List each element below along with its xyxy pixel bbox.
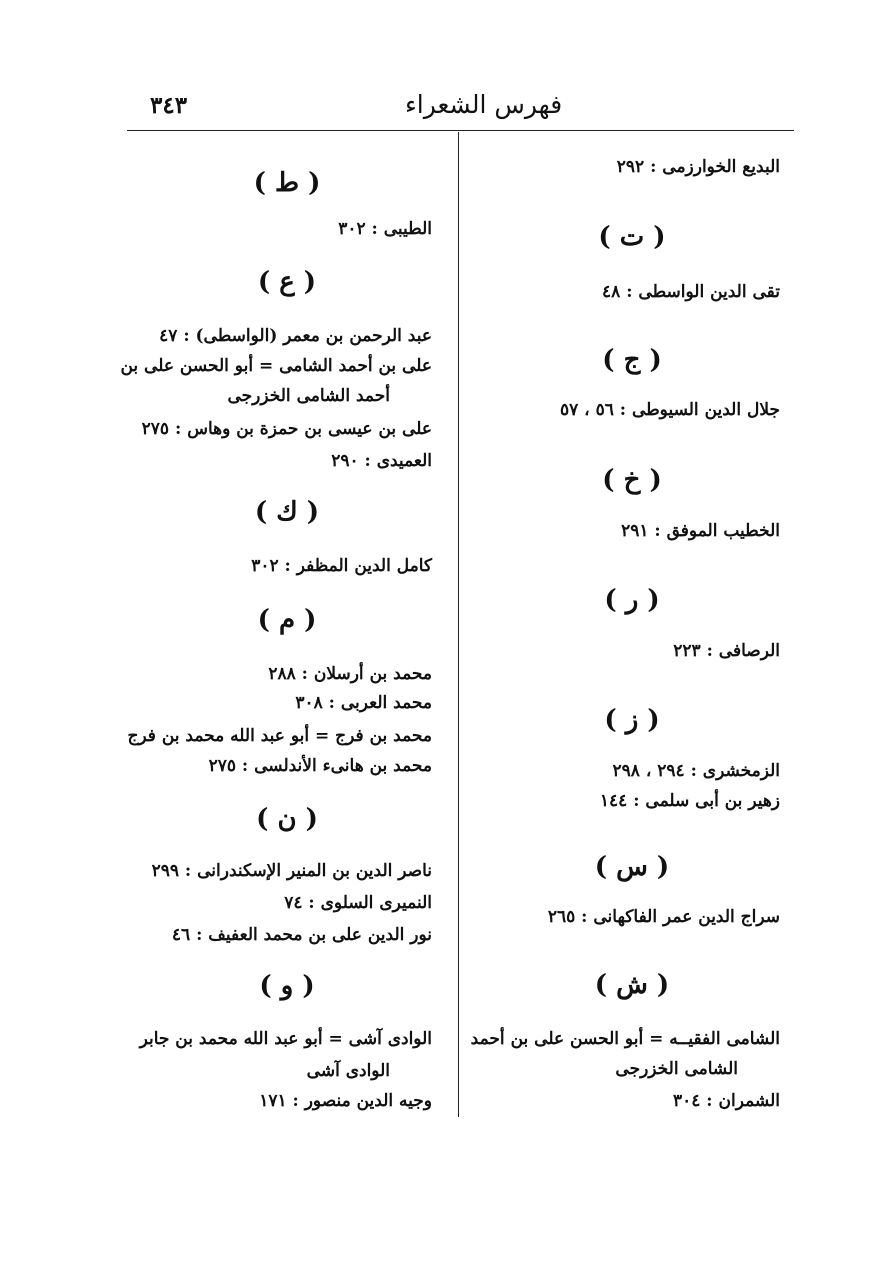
section-letter-heading: ( ر ) bbox=[604, 585, 660, 615]
section-letter-heading: ( ت ) bbox=[598, 222, 666, 252]
section-letter-heading: ( و ) bbox=[259, 971, 315, 1001]
index-entry: محمد بن هانىء الأندلسى : ٢٧٥ bbox=[208, 756, 432, 776]
section-letter-heading: ( ع ) bbox=[257, 267, 317, 297]
index-entry: الخطيب الموفق : ٢٩١ bbox=[621, 521, 780, 541]
page-title: فهرس الشعراء bbox=[405, 90, 563, 119]
index-entry: الوادى آشى = أبو عبد الله محمد بن جابر bbox=[139, 1029, 432, 1049]
section-letter-heading: ( س ) bbox=[594, 852, 670, 882]
page-number: ٣٤٣ bbox=[150, 92, 188, 119]
index-entry: وجيه الدين منصور : ١٧١ bbox=[259, 1091, 432, 1111]
column-divider bbox=[458, 132, 459, 1117]
index-entry: تقى الدين الواسطى : ٤٨ bbox=[602, 282, 780, 302]
index-entry: جلال الدين السيوطى : ٥٦ ، ٥٧ bbox=[560, 400, 780, 420]
section-letter-heading: ( خ ) bbox=[602, 465, 662, 495]
index-entry: محمد العربى : ٣٠٨ bbox=[295, 693, 432, 713]
index-entry: على بن أحمد الشامى = أبو الحسن على بن bbox=[120, 356, 432, 376]
index-entry: العميدى : ٢٩٠ bbox=[331, 451, 432, 471]
index-entry: الشامى الفقيــه = أبو الحسن على بن أحمد bbox=[470, 1029, 780, 1049]
index-entry: محمد بن فرج = أبو عبد الله محمد بن فرج bbox=[127, 726, 432, 746]
index-entry: كامل الدين المظفر : ٣٠٢ bbox=[251, 556, 432, 576]
section-letter-heading: ( ن ) bbox=[256, 804, 318, 834]
section-letter-heading: ( ز ) bbox=[604, 705, 660, 735]
index-entry-continuation: الشامى الخزرجى bbox=[615, 1059, 738, 1079]
index-entry: زهير بن أبى سلمى : ١٤٤ bbox=[599, 791, 780, 811]
index-entry: الطيبى : ٣٠٢ bbox=[338, 219, 432, 239]
index-entry: الرصافى : ٢٢٣ bbox=[673, 641, 780, 661]
section-letter-heading: ( م ) bbox=[257, 605, 317, 635]
index-entry: عبد الرحمن بن معمر (الواسطى) : ٤٧ bbox=[159, 326, 432, 346]
index-entry: نور الدين على بن محمد العفيف : ٤٦ bbox=[171, 925, 432, 945]
section-letter-heading: ( ك ) bbox=[254, 497, 320, 527]
index-entry: الشمران : ٣٠٤ bbox=[672, 1091, 780, 1111]
section-letter-heading: ( ط ) bbox=[253, 168, 321, 198]
index-entry-continuation: الوادى آشى bbox=[306, 1061, 390, 1081]
index-entry: البديع الخوارزمى : ٢٩٢ bbox=[616, 157, 780, 177]
section-letter-heading: ( ش ) bbox=[594, 970, 670, 1000]
index-entry: سراج الدين عمر الفاكهانى : ٢٦٥ bbox=[547, 907, 780, 927]
index-entry: الزمخشرى : ٢٩٤ ، ٢٩٨ bbox=[612, 761, 780, 781]
index-entry: محمد بن أرسلان : ٢٨٨ bbox=[268, 664, 432, 684]
index-entry: ناصر الدين بن المنير الإسكندرانى : ٢٩٩ bbox=[151, 861, 432, 881]
index-entry-continuation: أحمد الشامى الخزرجى bbox=[227, 386, 390, 406]
index-entry: النميرى السلوى : ٧٤ bbox=[284, 893, 432, 913]
section-letter-heading: ( ج ) bbox=[602, 345, 662, 375]
index-entry: على بن عيسى بن حمزة بن وهاس : ٢٧٥ bbox=[141, 419, 432, 439]
header-rule bbox=[127, 130, 794, 131]
